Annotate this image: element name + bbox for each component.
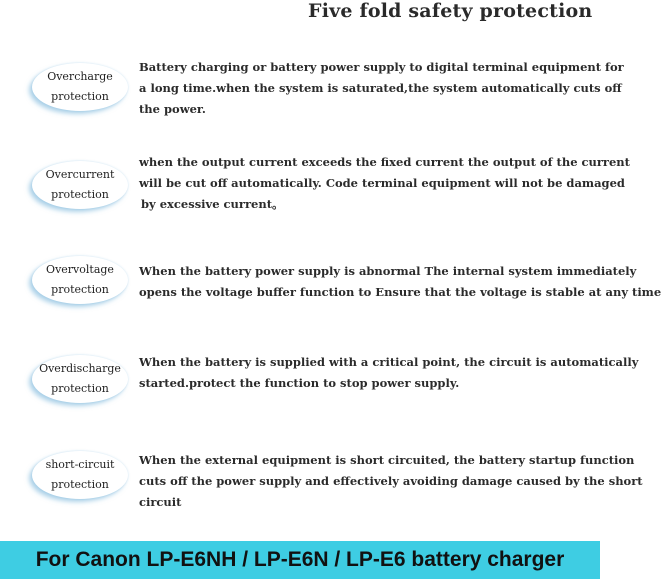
protection-description-overcharge	[139, 57, 624, 120]
badge-label-line-2: protection	[51, 382, 109, 395]
badge-label-line-2: protection	[51, 90, 109, 103]
protection-badge-overcurrent	[32, 161, 128, 209]
description-line: the power.	[139, 102, 206, 116]
description-line: started.protect the function to stop power supply.	[139, 376, 460, 390]
page-title: Five fold safety protection	[308, 0, 593, 22]
description-line: will be cut off automatically. Code terminal equipment will not be damaged	[139, 176, 625, 190]
description-line: When the battery power supply is abnormal The internal system immediately	[139, 264, 637, 278]
badge-label-line-1: Overcurrent	[45, 168, 115, 181]
protection-description-overvoltage	[139, 261, 661, 303]
protection-badge-overdischarge	[32, 355, 128, 403]
description-line: by excessive current。	[141, 197, 284, 211]
description-line: When the battery is supplied with a critical point, the circuit is automatically	[139, 355, 639, 369]
badge-label-line-1: Overcharge	[47, 70, 113, 83]
description-line: when the output current exceeds the fixed current the output of the current	[139, 155, 630, 169]
product-banner	[0, 541, 600, 579]
description-line: cuts off the power supply and effectively avoiding damage caused by the short	[139, 474, 643, 488]
badge-label-line-2: protection	[51, 188, 109, 201]
badge-label-line-1: Overvoltage	[46, 263, 114, 276]
badge-label-line-2: protection	[51, 478, 109, 491]
protection-description-short-circuit	[139, 450, 643, 513]
description-line: a long time.when the system is saturated,the system automatically cuts off	[139, 81, 622, 95]
banner-text: For Canon LP-E6NH / LP-E6N / LP-E6 battery charger	[35, 548, 565, 571]
description-line: When the external equipment is short circuited, the battery startup function	[139, 453, 635, 467]
protection-badge-overvoltage	[32, 256, 128, 304]
badge-label-line-1: short-circuit	[45, 458, 115, 471]
description-line: circuit	[139, 495, 182, 509]
badge-label-line-2: protection	[51, 283, 109, 296]
badge-label-line-1: Overdischarge	[39, 362, 121, 375]
protection-description-overdischarge	[139, 352, 639, 394]
protection-badge-short-circuit	[32, 451, 128, 499]
protection-description-overcurrent	[139, 152, 630, 215]
protection-badge-overcharge	[32, 63, 128, 111]
description-line: Battery charging or battery power supply to digital terminal equipment for	[139, 60, 624, 74]
description-line: opens the voltage buffer function to Ensure that the voltage is stable at any time	[139, 285, 661, 299]
